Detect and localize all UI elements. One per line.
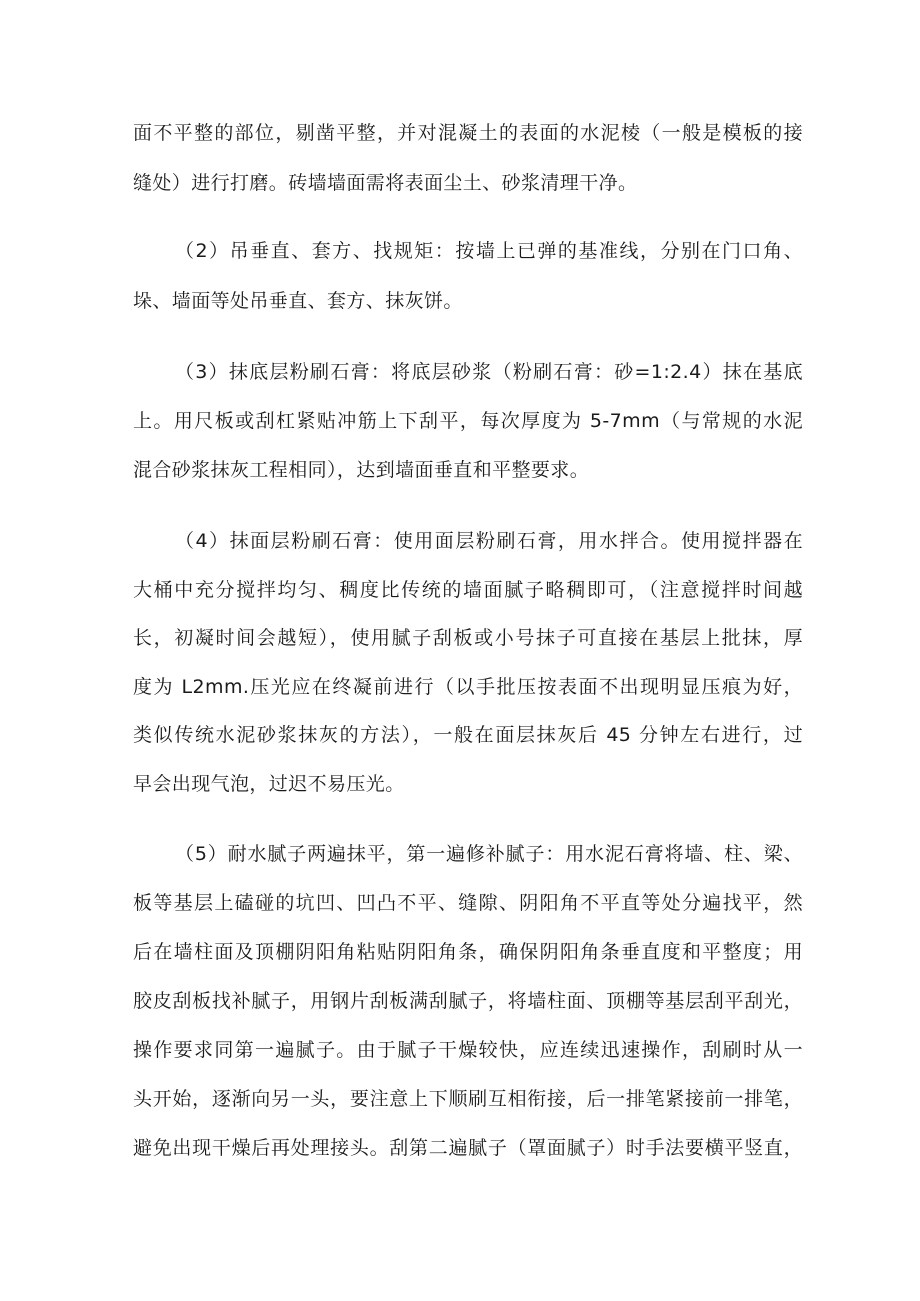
paragraph-line: 长，初凝时间会越短），使用腻子刮板或小号抹子可直接在基层上批抹，厚 <box>133 627 803 649</box>
paragraph-line: 避免出现干燥后再处理接头。刮第二遍腻子（罩面腻子）时手法要横平竖直， <box>133 1137 803 1159</box>
paragraph-line: （2）吊垂直、套方、找规矩：按墙上已弹的基准线，分别在门口角、 <box>175 240 803 262</box>
paragraph-line: 板等基层上磕碰的坑凹、凹凸不平、缝隙、阴阳角不平直等处分遍找平，然 <box>133 892 803 914</box>
paragraph-line: 操作要求同第一遍腻子。由于腻子干燥较快，应连续迅速操作，刮刷时从一 <box>133 1039 803 1061</box>
paragraph-line: 上。用尺板或刮杠紧贴冲筋上下刮平，每次厚度为 5-7mm（与常规的水泥 <box>133 410 803 432</box>
paragraph-line: 垛、墙面等处吊垂直、套方、抹灰饼。 <box>133 290 463 312</box>
paragraph-line: （4）抹面层粉刷石膏：使用面层粉刷石膏，用水拌合。使用搅拌器在 <box>175 530 803 552</box>
paragraph-line: 度为 L2mm.压光应在终凝前进行（以手批压按表面不出现明显压痕为好， <box>133 676 803 698</box>
paragraph-line: 大桶中充分搅拌均匀、稠度比传统的墙面腻子略稠即可，（注意搅拌时间越 <box>133 579 803 601</box>
paragraph-line: 后在墙柱面及顶棚阴阳角粘贴阴阳角条，确保阴阳角条垂直度和平整度；用 <box>133 941 803 963</box>
paragraph-line: 类似传统水泥砂浆抹灰的方法），一般在面层抹灰后 45 分钟左右进行，过 <box>133 724 803 746</box>
paragraph-line: 面不平整的部位，剔凿平整，并对混凝土的表面的水泥棱（一般是模板的接 <box>133 122 803 144</box>
paragraph-line: （3）抹底层粉刷石膏：将底层砂浆（粉刷石膏：砂=1:2.4）抹在基底 <box>175 361 803 383</box>
paragraph-line: 早会出现气泡，过迟不易压光。 <box>133 773 405 795</box>
paragraph-line: 缝处）进行打磨。砖墙墙面需将表面尘土、砂浆清理干净。 <box>133 172 638 194</box>
paragraph-line: 胶皮刮板找补腻子，用钢片刮板满刮腻子，将墙柱面、顶棚等基层刮平刮光， <box>133 990 803 1012</box>
paragraph-line: （5）耐水腻子两遍抹平，第一遍修补腻子：用水泥石膏将墙、柱、梁、 <box>175 843 803 865</box>
paragraph-line: 混合砂浆抹灰工程相同），达到墙面垂直和平整要求。 <box>133 459 590 481</box>
paragraph-line: 头开始，逐渐向另一头，要注意上下顺刷互相衔接，后一排笔紧接前一排笔， <box>133 1088 803 1110</box>
